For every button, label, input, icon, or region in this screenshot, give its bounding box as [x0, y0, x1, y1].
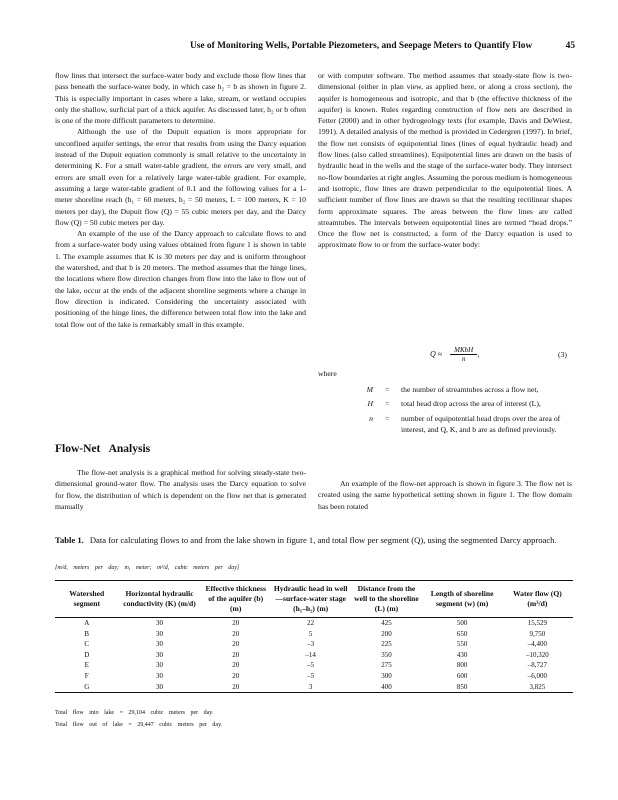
left-column — [55, 70, 306, 330]
table-cell: –10,320 — [526, 650, 549, 659]
table-footnote: Total flow into lake = 29,104 cubic meters per day. — [55, 710, 214, 716]
column-header: Horizontal hydraulic conductivity (K) (m/d) — [118, 581, 200, 618]
definition-symbol: n — [369, 413, 373, 423]
paragraph: Although the use of the Dupuit equation is more appropriate for unconfined aquifer settings, the error that results from using the Darcy equation instead of the Dupuit equation commonly is small relative to the uncertainty in determining K. For a small water-table gradient, the errors are very small, and errors are small even for a relatively large water-table gradient. For example, assuming a large water-table gradient of 0.1 and the following values for a 1-meter shoreline reach (h₁ = 60 meters, h₂ = 50 meters, L = 100 meters, K = 10 meters per day), the Dupuit flow (Q) = 55 cubic meters per day, and the Darcy flow (Q) = 50 cubic meters per day. — [55, 127, 306, 227]
paragraph: The flow-net analysis is a graphical method for solving steady-state two-dimensional ground-water flow. The analysis uses the Darcy equation to solve for flow, the distribution of which is dependent on the flow net that is generated manually — [55, 468, 306, 511]
table-cell: 20 — [232, 640, 240, 649]
table-cell: 30 — [118, 682, 200, 693]
paragraph: flow lines that intersect the surface-water body and exclude those flow lines that pass beneath the surface-water body, in which case h₂ = b as shown in figure 2. This is especially important in cases where a lake, stream, or wetland occupies only the shallow, surficial part of a thick aquifer. As discussed later, h₂ or b often is one of the more difficult parameters to determine. — [55, 71, 306, 126]
section-heading: Flow-Net Analysis — [55, 443, 151, 455]
table-cell: 300 — [381, 671, 392, 680]
table-cell: 430 — [456, 650, 468, 659]
table-cell: 5 — [308, 629, 313, 638]
column-header: Length of shoreline segment (w) (m) — [422, 581, 501, 618]
table-caption-text: Data for calculating flows to and from the lake shown in figure 1, and total flow per segment (Q), using the segmented Darcy approach. — [89, 535, 557, 545]
table-cell: –8,727 — [527, 661, 547, 670]
equation-operator: ≈ — [437, 349, 443, 359]
table-cell: G — [55, 682, 118, 693]
paragraph: or with computer software. The method assumes that steady-state flow is two-dimensional (either in plan view, as applied here, or along a cross section), the aquifer is homogeneous and isotropic, and that b (the effective thickness of the aquifer) is known. Rules regarding construction of flow nets are described in Fetter (2000) and in other hydrogeology texts (for example, Davis and DeWiest, 1991). A detailed analysis of the method is provided in Cedergren (1997). In brief, the flow net consists of equipotential lines (lines of equal hydraulic head) and flow lines (also called streamlines). Equipotential lines are drawn on the basis of hydraulic head in the wells and the stage of the surface-water body. They intersect no-flow boundaries at right angles. Assuming the porous medium is homogeneous and isotropic, flow lines are drawn perpendicular to the equipotential lines. A sufficient number of flow lines are drawn so that the resulting rectilinear shapes form approximate squares. The areas between the flow lines are called streamtubes. The intervals between equipotential lines are termed “head drops.” Once the flow net is constructed, a form of the Darcy equation is used to approximate flow to or from the surface-water body: — [318, 71, 572, 250]
table-cell: 20 — [232, 661, 240, 670]
column-header: Effective thickness of the aquifer (b) (m) — [201, 581, 271, 618]
table-cell: –5 — [307, 671, 315, 680]
equation-number: (3) — [558, 350, 567, 359]
table-cell: 20 — [232, 619, 240, 627]
column-header: Watershed segment — [55, 581, 118, 618]
definition-equals: = — [385, 413, 390, 423]
table-cell: 20 — [232, 671, 240, 680]
equation-comma: , — [477, 349, 480, 359]
table-cell: 275 — [381, 661, 392, 670]
table-cell: –5 — [307, 661, 315, 670]
table-cell: 550 — [456, 640, 468, 649]
left-column-bottom — [55, 467, 306, 512]
definitions — [318, 384, 573, 438]
definition-equals: = — [385, 385, 390, 394]
table-cell: 400 — [350, 682, 422, 693]
paragraph: An example of the use of the Darcy approach to calculate flows to and from a surface-water body using values obtained from figure 1 is shown in table 1. The example assumes that K is 30 meters per day and is uniform throughout the watershed, and that b is 20 meters. The method assumes that the hinge lines, the locations where flow direction changes from flow into the lake to flow out of the lake, occur at the ends of the adjacent shoreline segments where a change in flow direction is indicated. Considering the uncertainty associated with positioning of the hinge lines, the difference between total flow into the lake and total flow out of the lake is remarkably small in this example. — [55, 229, 306, 329]
table-cell: –3 — [307, 640, 315, 649]
table-cell: 200 — [381, 629, 392, 638]
table-cell: 800 — [456, 661, 468, 670]
definition-symbol: M — [366, 385, 373, 394]
table-cell: 30 — [156, 671, 164, 680]
definition-text: total head drop across the area of interest (L), — [401, 399, 541, 409]
table-cell: 20 — [232, 650, 240, 659]
table-cell: 225 — [381, 640, 392, 649]
table-units: [m/d, meters per day; m, meter; m³/d, cubic meters per day] — [55, 565, 240, 571]
definition-item — [318, 384, 573, 395]
definition-item — [318, 413, 573, 436]
table-cell: A — [84, 619, 90, 627]
table-cell: 20 — [201, 682, 271, 693]
table-cell: 350 — [381, 650, 392, 659]
table-cell: 15,529 — [527, 619, 547, 627]
equation-lhs: Q — [430, 349, 436, 359]
table-body — [55, 618, 573, 693]
table-cell: 3 — [271, 682, 351, 693]
table-row — [55, 682, 573, 693]
equation-fraction — [450, 346, 480, 363]
table-label: Table 1. — [55, 535, 84, 545]
table-cell: E — [84, 661, 89, 670]
table-cell: 30 — [156, 661, 164, 670]
column-header: Distance from the well to the shoreline (L) (m) — [350, 581, 422, 618]
table-cell: 20 — [232, 629, 240, 638]
table-cell: C — [84, 640, 90, 649]
table-row — [55, 639, 573, 650]
table-cell: 600 — [456, 671, 468, 680]
table-header-row — [55, 581, 573, 618]
where-label: where — [318, 369, 337, 378]
table-cell: D — [84, 650, 90, 659]
table-cell: F — [84, 671, 89, 680]
table-footnote: Total flow out of lake = 29,447 cubic meters per day. — [55, 722, 223, 728]
definition-item — [318, 398, 573, 409]
page-number: 45 — [565, 41, 575, 51]
table-cell: 30 — [156, 650, 164, 659]
table-cell: 3,825 — [502, 682, 573, 693]
table-cell: –4,400 — [527, 640, 547, 649]
table-cell: 425 — [381, 619, 392, 627]
equation-3 — [430, 346, 479, 363]
right-column — [318, 70, 572, 251]
column-header: Water flow (Q) (m³/d) — [502, 581, 573, 618]
table-row — [55, 671, 573, 682]
table-cell: 30 — [156, 640, 164, 649]
table-row — [55, 660, 573, 671]
paragraph: An example of the flow-net approach is shown in figure 3. The flow net is created using the same hypothetical setting shown in figure 1. The flow domain has been rotated — [318, 479, 572, 511]
table-row — [55, 618, 573, 629]
table-cell: –6,000 — [527, 671, 547, 680]
definition-text: the number of streamtubes across a flow net, — [401, 385, 539, 394]
table-caption — [55, 534, 575, 546]
running-header — [190, 41, 575, 51]
table-cell: B — [84, 629, 90, 638]
table-row — [55, 650, 573, 661]
equation-numerator: MKbH — [450, 346, 477, 355]
table-cell: 9,750 — [529, 629, 546, 638]
table-cell: –14 — [305, 650, 316, 659]
right-column-bottom — [318, 478, 572, 512]
table-cell: 500 — [456, 619, 468, 627]
table-cell: 30 — [156, 629, 164, 638]
table-cell: 22 — [307, 619, 315, 627]
table-cell: 650 — [456, 629, 468, 638]
data-table — [55, 580, 573, 693]
table-cell: 30 — [156, 619, 164, 627]
definition-text: number of equipotential head drops over the area of interest, and Q, K, and b are as defined previously. — [401, 413, 561, 434]
definition-equals: = — [385, 399, 390, 409]
table-row — [55, 629, 573, 640]
definition-symbol: H — [367, 399, 373, 409]
running-title: Use of Monitoring Wells, Portable Piezometers, and Seepage Meters to Quantify Flow — [190, 41, 533, 51]
equation-denominator: n — [461, 355, 466, 363]
table-cell: 850 — [422, 682, 501, 693]
column-header: Hydraulic head in well—surface-water stage (h₁–h₂) (m) — [271, 581, 351, 618]
